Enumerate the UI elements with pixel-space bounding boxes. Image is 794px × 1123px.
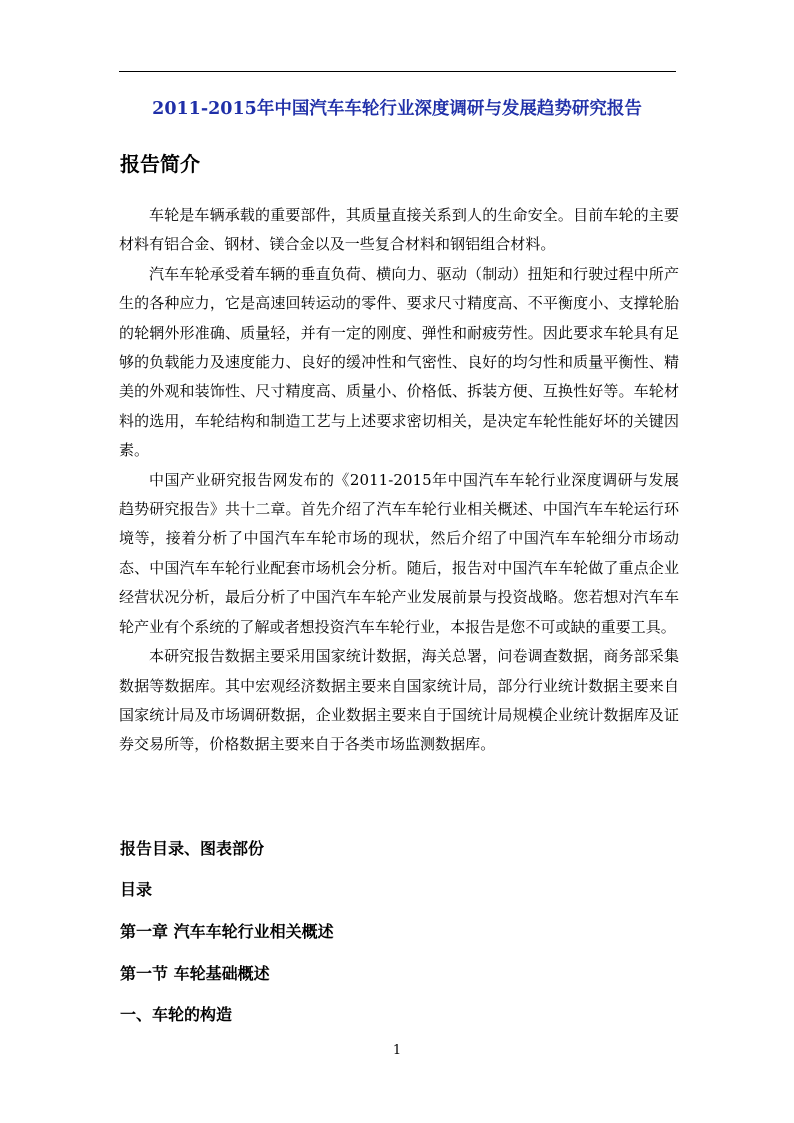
paragraph-4: 本研究报告数据主要采用国家统计数据，海关总署，问卷调查数据，商务部采集数据等数据库。其中宏观经济数据主要来自国家统计局，部分行业统计数据主要来自国家统计局及市场调研数据，企业数据主要来自于国统计局规模企业统计数据库及证券交易所等，价格数据主要来自于各类市场监测数据库。 bbox=[119, 647, 679, 754]
report-title: 2011-2015年中国汽车车轮行业深度调研与发展趋势研究报告 bbox=[152, 99, 642, 119]
toc-heading: 报告目录、图表部份 bbox=[120, 839, 265, 858]
report-intro bbox=[119, 201, 679, 760]
header-rule bbox=[119, 71, 676, 72]
paragraph-2: 汽车车轮承受着车辆的垂直负荷、横向力、驱动（制动）扭矩和行驶过程中所产生的各种应力，它是高速回转运动的零件、要求尺寸精度高、不平衡度小、支撑轮胎的轮辋外形准确、质量轻，并有一定的刚度、弹性和耐疲劳性。因此要求车轮具有足够的负载能力及速度能力、良好的缓冲性和气密性、良好的均匀性和质量平衡性、精美的外观和装饰性、尺寸精度高、质量小、价格低、拆装方便、互换性好等。车轮材料的选用，车轮结构和制造工艺与上述要求密切相关，是决定车轮性能好坏的关键因素。 bbox=[119, 264, 679, 460]
item-1-heading: 一、车轮的构造 bbox=[120, 1005, 233, 1024]
chapter-1-heading: 第一章 汽车车轮行业相关概述 bbox=[120, 922, 334, 941]
toc-label: 目录 bbox=[120, 880, 153, 899]
paragraph-1: 车轮是车辆承载的重要部件，其质量直接关系到人的生命安全。目前车轮的主要材料有铝合金、钢材、镁合金以及一些复合材料和钢铝组合材料。 bbox=[119, 206, 679, 254]
section-1-heading: 第一节 车轮基础概述 bbox=[120, 964, 270, 983]
section-title: 报告简介 bbox=[120, 152, 200, 176]
paragraph-3: 中国产业研究报告网发布的《2011-2015年中国汽车车轮行业深度调研与发展趋势研究报告》共十二章。首先介绍了汽车车轮行业相关概述、中国汽车车轮运行环境等，接着分析了中国汽车车轮市场的现状，然后介绍了中国汽车车轮细分市场动态、中国汽车车轮行业配套市场机会分析。随后，报告对中国汽车车轮做了重点企业经营状况分析，最后分析了中国汽车车轮产业发展前景与投资战略。您若想对汽车车轮产业有个系统的了解或者想投资汽车车轮行业，本报告是您不可或缺的重要工具。 bbox=[119, 470, 679, 636]
page-number: 1 bbox=[392, 1043, 402, 1058]
